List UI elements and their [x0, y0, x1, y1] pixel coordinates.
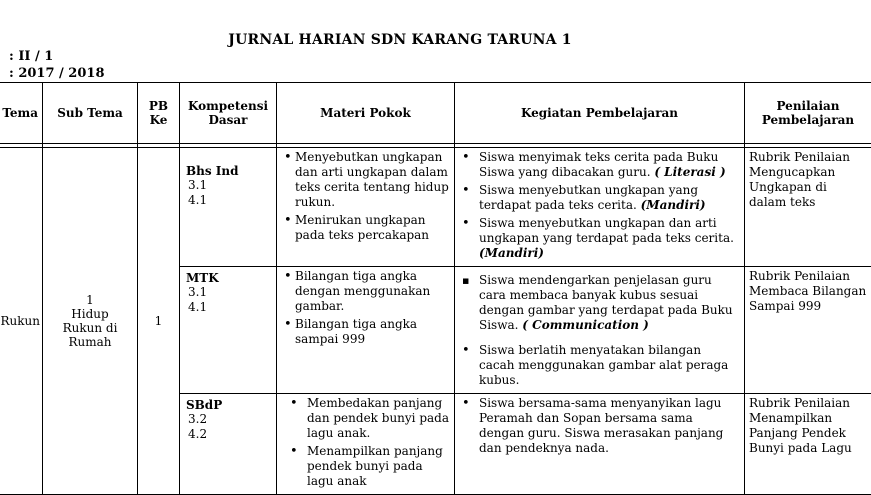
penilaian-cell: Rubrik Penilaian Membaca Bilangan Sampai 999 — [745, 267, 871, 394]
tema-cell: Rukun — [0, 148, 43, 495]
kegiatan-cell — [455, 394, 745, 495]
kegiatan-item: • Siswa menyimak teks cerita pada Buku Siswa yang dibacakan guru. ( Literasi ) — [459, 150, 740, 180]
header-kompetensi-dasar: Kompetensi Dasar — [180, 83, 277, 144]
kd-subject: SBdP — [184, 398, 272, 412]
materi-cell — [277, 148, 455, 267]
kd-code: 3.1 — [184, 178, 272, 193]
header-materi-pokok: Materi Pokok — [277, 83, 455, 144]
materi-item: • Menyebutkan ungkapan dan arti ungkapan dalam teks cerita tentang hidup rukun. — [281, 150, 450, 210]
header-pb-ke: PB Ke — [138, 83, 180, 144]
kd-code: 4.1 — [184, 193, 272, 208]
header-kegiatan: Kegiatan Pembelajaran — [455, 83, 745, 144]
kegiatan-cell — [455, 148, 745, 267]
pb-cell: 1 — [138, 148, 180, 495]
materi-item: • Membedakan panjang dan pendek bunyi pada lagu anak. — [287, 396, 450, 441]
journal-table — [0, 82, 871, 495]
materi-item: • Menampilkan panjang pendek bunyi pada lagu anak — [287, 444, 450, 489]
table-row — [0, 148, 871, 267]
penilaian-cell: Rubrik Penilaian Menampilkan Panjang Pendek Bunyi pada Lagu — [745, 394, 871, 495]
sub-tema-number: 1 — [47, 293, 133, 307]
sub-tema-name: Hidup Rukun di Rumah — [55, 307, 125, 349]
header-tema: Tema — [0, 83, 43, 144]
materi-item: • Bilangan tiga angka dengan menggunakan gambar. — [281, 269, 450, 314]
materi-item: • Menirukan ungkapan pada teks percakapan — [281, 213, 450, 243]
materi-cell — [277, 394, 455, 495]
kd-code: 4.2 — [184, 427, 272, 442]
kd-code: 3.2 — [184, 412, 272, 427]
header-sub-tema: Sub Tema — [43, 83, 138, 144]
materi-cell — [277, 267, 455, 394]
penilaian-cell: Rubrik Penilaian Mengucapkan Ungkapan di dalam teks — [745, 148, 871, 267]
kd-cell — [180, 394, 277, 495]
kegiatan-item: • Siswa menyebutkan ungkapan yang terdapat pada teks cerita. (Mandiri) — [459, 183, 740, 213]
materi-item: • Bilangan tiga angka sampai 999 — [281, 317, 450, 347]
year-line: : 2017 / 2018 — [9, 66, 105, 81]
kegiatan-item: • Siswa berlatih menyatakan bilangan cacah menggunakan gambar alat peraga kubus. — [459, 343, 740, 388]
page-title: JURNAL HARIAN SDN KARANG TARUNA 1 — [0, 32, 800, 48]
sub-tema-cell — [43, 148, 138, 495]
header-penilaian: Penilaian Pembelajaran — [745, 83, 871, 144]
kegiatan-item: • Siswa bersama-sama menyanyikan lagu Peramah dan Sopan bersama sama dengan guru. Siswa merasakan panjang dan pendeknya nada. — [459, 396, 740, 456]
kegiatan-item: • Siswa menyebutkan ungkapan dan arti ungkapan yang terdapat pada teks cerita. (Mandiri) — [459, 216, 740, 261]
kd-code: 3.1 — [184, 285, 272, 300]
kd-cell — [180, 148, 277, 267]
kegiatan-item: ▪ Siswa mendengarkan penjelasan guru cara membaca banyak kubus sesuai dengan gambar yang terdapat pada Buku Siswa. ( Communication ) — [459, 273, 740, 333]
kd-cell — [180, 267, 277, 394]
table-header-row — [0, 83, 871, 144]
kd-subject: Bhs Ind — [184, 164, 272, 178]
kegiatan-cell — [455, 267, 745, 394]
kd-code: 4.1 — [184, 300, 272, 315]
kd-subject: MTK — [184, 271, 272, 285]
semester-line: : II / 1 — [9, 49, 53, 64]
